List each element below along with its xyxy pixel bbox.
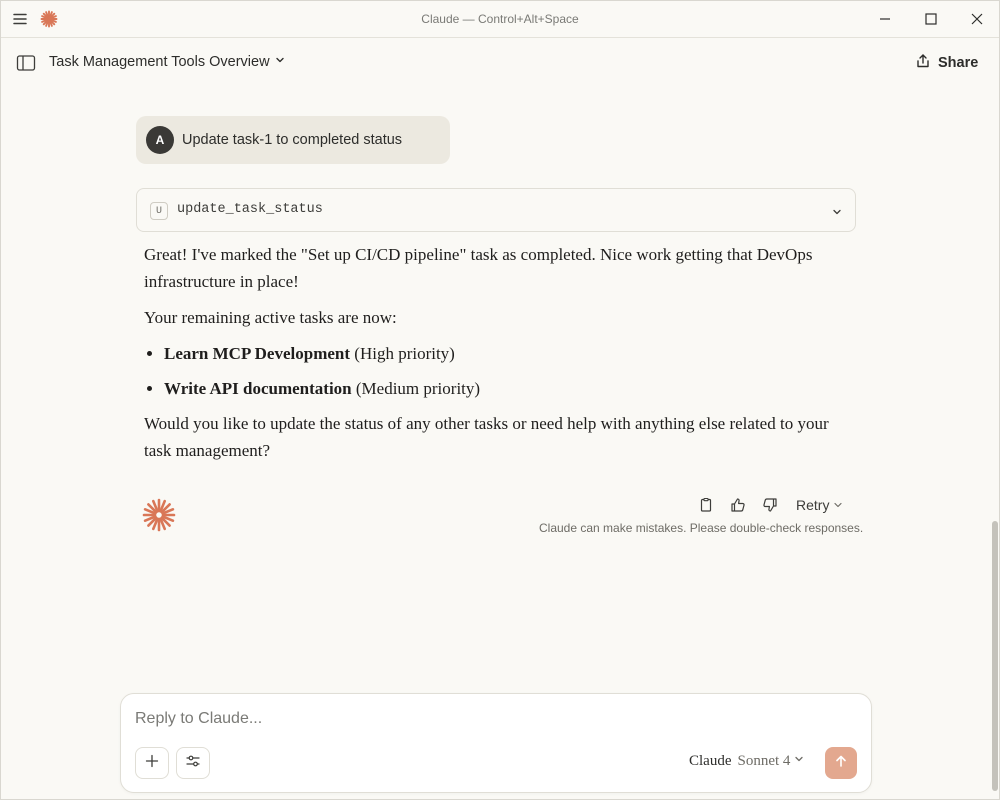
- sliders-icon: [185, 753, 201, 774]
- chevron-down-icon: [831, 205, 843, 223]
- claude-spark-icon: [142, 498, 176, 532]
- user-message-text: Update task-1 to completed status: [182, 132, 403, 148]
- arrow-up-icon: [834, 754, 848, 773]
- user-message: [136, 116, 450, 164]
- scrollbar[interactable]: [991, 85, 999, 799]
- share-icon: [915, 53, 931, 73]
- chevron-down-icon: [274, 54, 286, 70]
- chevron-down-icon: [793, 753, 805, 770]
- disclaimer-text: Claude can make mistakes. Please double-check responses.: [539, 521, 864, 535]
- scroll-thumb[interactable]: [992, 521, 998, 791]
- model-name: Claude: [689, 753, 732, 769]
- share-label: Share: [938, 55, 979, 71]
- assistant-response: [144, 241, 834, 473]
- chevron-down-icon: [833, 497, 843, 513]
- task-list: [164, 340, 834, 402]
- task-priority: (High priority): [354, 344, 455, 363]
- retry-button[interactable]: [796, 497, 843, 513]
- response-actions: [696, 495, 843, 515]
- conversation-title: Task Management Tools Overview: [49, 54, 270, 70]
- conversation-header: [1, 39, 999, 85]
- title-bar: [1, 1, 999, 38]
- list-item: [164, 375, 834, 402]
- tools-settings-button[interactable]: [176, 747, 210, 779]
- sidebar-toggle-icon[interactable]: [16, 54, 36, 72]
- plus-icon: [144, 753, 160, 774]
- avatar: A: [146, 126, 174, 154]
- task-name: Learn MCP Development: [164, 344, 351, 363]
- model-selector[interactable]: [689, 753, 805, 770]
- thumbs-up-icon[interactable]: [728, 495, 748, 515]
- tool-call-panel[interactable]: [136, 188, 856, 232]
- tool-badge: U: [150, 202, 168, 220]
- response-paragraph: Great! I've marked the "Set up CI/CD pipeline" task as completed. Nice work getting that DevOps infrastructure in place!: [144, 245, 813, 291]
- retry-label: Retry: [796, 497, 830, 513]
- maximize-icon[interactable]: [920, 9, 942, 31]
- thumbs-down-icon[interactable]: [760, 495, 780, 515]
- response-paragraph: Would you like to update the status of any other tasks or need help with anything else related to your task management?: [144, 414, 829, 460]
- task-priority: (Medium priority): [355, 379, 481, 398]
- close-icon[interactable]: [966, 9, 988, 31]
- list-item: [164, 340, 834, 367]
- model-version: Sonnet 4: [737, 753, 791, 769]
- tool-name: update_task_status: [177, 202, 323, 217]
- composer: [120, 693, 872, 793]
- response-paragraph: Your remaining active tasks are now:: [144, 308, 397, 327]
- share-button[interactable]: [915, 53, 978, 73]
- minimize-icon[interactable]: [874, 9, 896, 31]
- window-title: Claude — Control+Alt+Space: [421, 12, 579, 26]
- conversation-title-dropdown[interactable]: [49, 54, 286, 70]
- copy-icon[interactable]: [696, 495, 716, 515]
- send-button[interactable]: [825, 747, 857, 779]
- task-name: Write API documentation: [164, 379, 352, 398]
- add-attachment-button[interactable]: [135, 747, 169, 779]
- reply-input[interactable]: [135, 710, 835, 728]
